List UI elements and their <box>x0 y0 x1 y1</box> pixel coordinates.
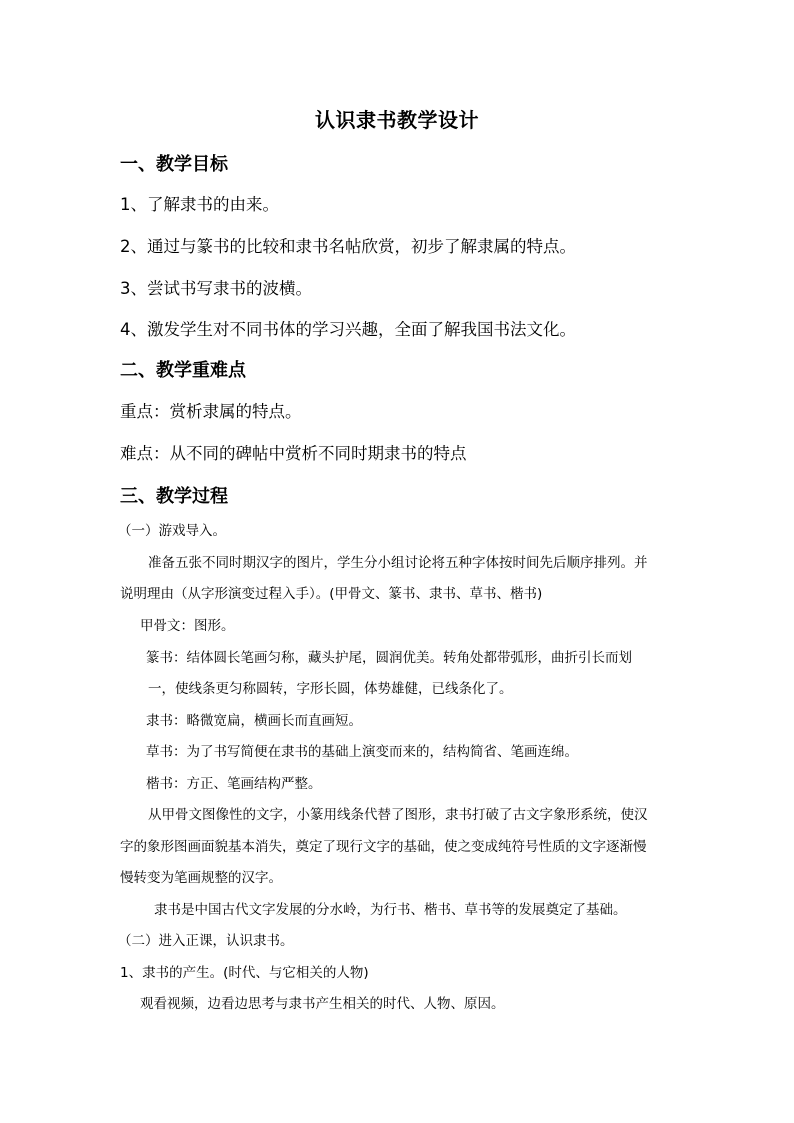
jiaguwen-description: 甲骨文：图形。 <box>140 618 235 634</box>
section-heading-key-points: 二、教学重难点 <box>120 360 246 381</box>
summary-paragraph-line1: 从甲骨文图像性的文字，小篆用线条代替了图形，隶书打破了古文字象形系统，使汉 <box>148 807 648 823</box>
goal-item-4: 4、激发学生对不同书体的学习兴趣，全面了解我国书法文化。 <box>120 320 576 339</box>
part2-heading: （二）进入正课，认识隶书。 <box>118 933 294 949</box>
kaishu-description: 楷书：方正、笔画结构严整。 <box>146 776 322 792</box>
caoshu-description: 草书：为了书写简便在隶书的基础上演变而来的，结构简省、笔画连绵。 <box>146 744 578 760</box>
section-heading-process: 三、教学过程 <box>120 486 228 507</box>
zhuanshu-description-line1: 篆书：结体圆长笔画匀称，藏头护尾，圆润优美。转角处都带弧形，曲折引长而划 <box>146 650 632 666</box>
goal-item-3: 3、尝试书写隶书的波横。 <box>120 279 312 298</box>
summary-paragraph-line3: 慢转变为笔画规整的汉字。 <box>120 870 282 886</box>
summary-paragraph-line2: 字的象形图画面貌基本消失，奠定了现行文字的基础，使之变成纯符号性质的文字逐渐慢 <box>120 839 647 855</box>
goal-item-2: 2、通过与篆书的比较和隶书名帖欣赏，初步了解隶属的特点。 <box>120 237 576 256</box>
intro-paragraph-line1: 准备五张不同时期汉字的图片，学生分小组讨论将五种字体按时间先后顺序排列。并 <box>148 555 648 571</box>
lishu-description: 隶书：略微宽扁，横画长而直画短。 <box>146 713 362 729</box>
intro-paragraph-line2: 说明理由（从字形演变过程入手）。(甲骨文、篆书、隶书、草书、楷书) <box>120 586 543 602</box>
key-point: 重点：赏析隶属的特点。 <box>120 402 302 421</box>
page-title: 认识隶书教学设计 <box>315 108 479 132</box>
origin-text: 观看视频，边看边思考与隶书产生相关的时代、人物、原因。 <box>140 996 505 1012</box>
part1-heading: （一）游戏导入。 <box>118 523 226 539</box>
origin-heading: 1、隶书的产生。(时代、与它相关的人物) <box>120 965 369 981</box>
goal-item-1: 1、了解隶书的由来。 <box>120 195 279 214</box>
difficult-point: 难点：从不同的碑帖中赏析不同时期隶书的特点 <box>120 444 467 463</box>
watershed-paragraph: 隶书是中国古代文字发展的分水岭，为行书、楷书、草书等的发展奠定了基础。 <box>154 902 627 918</box>
zhuanshu-description-line2: 一，使线条更匀称圆转，字形长圆，体势雄健，已线条化了。 <box>148 681 513 697</box>
section-heading-goals: 一、教学目标 <box>120 154 228 175</box>
